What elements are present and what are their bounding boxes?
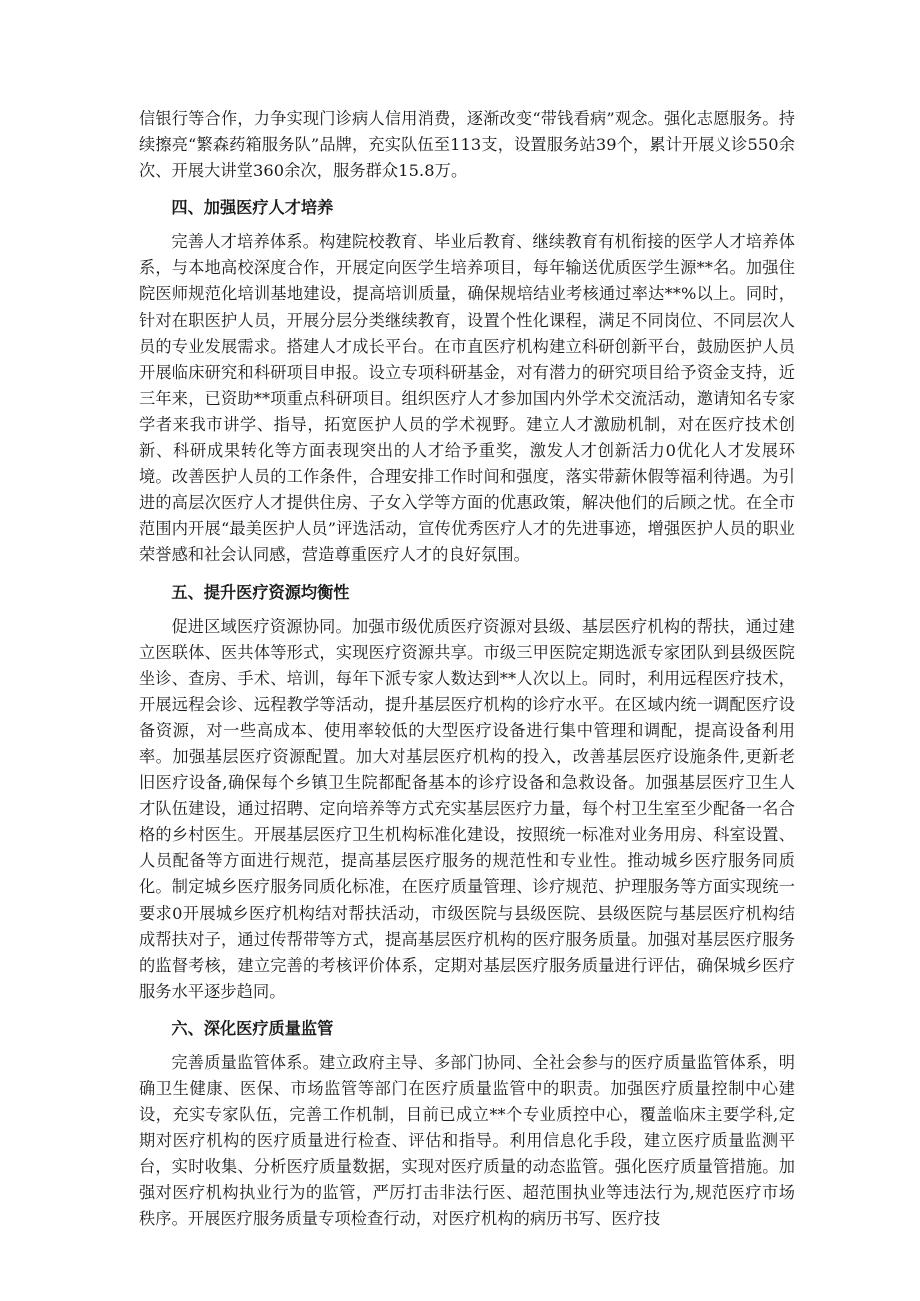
- intro-paragraph: 信银行等合作，力争实现门诊病人信用消费，逐渐改变“带钱看病”观念。强化志愿服务。持续擦亮“繁森药箱服务队”品牌，充实队伍至113支，设置服务站39个，累计开展义诊550余次、开展大讲堂360余次，服务群众15.8万。: [139, 109, 795, 181]
- section-paragraph-quality-supervision: 完善质量监管体系。建立政府主导、多部门协同、全社会参与的医疗质量监管体系，明确卫生健康、医保、市场监管等部门在医疗质量监管中的职责。加强医疗质量控制中心建设，充实专家队伍，完善工作机制，目前已成立**个专业质控中心，覆盖临床主要学科,定期对医疗机构的医疗质量进行检查、评估和指导。利用信息化手段，建立医疗质量监测平台，实时收集、分析医疗质量数据，实现对医疗质量的动态监管。强化医疗质量管措施。加强对医疗机构执业行为的监管，严厉打击非法行医、超范围执业等违法行为,规范医疗市场秩序。开展医疗服务质量专项检查行动，对医疗机构的病历书写、医疗技: [139, 1052, 795, 1229]
- section-paragraph-talent: 完善人才培养体系。构建院校教育、毕业后教育、继续教育有机衔接的医学人才培养体系，与本地高校深度合作，开展定向医学生培养项目，每年输送优质医学生源**名。加强住院医师规范化培训基地建设，提高培训质量，确保规培结业考核通过率达**%以上。同时，针对在职医护人员，开展分层分类继续教育，设置个性化课程，满足不同岗位、不同层次人员的专业发展需求。搭建人才成长平台。在市直医疗机构建立科研创新平台，鼓励医护人员开展临床研究和科研项目申报。设立专项科研基金，对有潜力的研究项目给予资金支持，近三年来，已资助**项重点科研项目。组织医疗人才参加国内外学术交流活动，邀请知名专家学者来我市讲学、指导，拓宽医护人员的学术视野。建立人才激励机制，对在医疗技术创新、科研成果转化等方面表现突出的人才给予重奖，激发人才创新活力0优化人才发展环境。改善医护人员的工作条件，合理安排工作时间和强度，落实带薪休假等福利待遇。为引进的高层次医疗人才提供住房、子女入学等方面的优惠政策，解决他们的后顾之忧。在全市范围内开展“最美医护人员”评选活动，宣传优秀医疗人才的先进事迹，增强医护人员的职业荣誉感和社会认同感，营造尊重医疗人才的良好氛围。: [139, 232, 795, 565]
- section-paragraph-resource-balance: 促进区域医疗资源协同。加强市级优质医疗资源对县级、基层医疗机构的帮扶，通过建立医联体、医共体等形式，实现医疗资源共享。市级三甲医院定期选派专家团队到县级医院坐诊、查房、手术、培训，每年下派专家人数达到**人次以上。同时，利用远程医疗技术，开展远程会诊、远程教学等活动，提升基层医疗机构的诊疗水平。在区域内统一调配医疗设备资源，对一些高成本、使用率较低的大型医疗设备进行集中管理和调配，提高设备利用率。加强基层医疗资源配置。加大对基层医疗机构的投入，改善基层医疗设施条件,更新老旧医疗设备,确保每个乡镇卫生院都配备基本的诊疗设备和急救设备。加强基层医疗卫生人才队伍建设，通过招聘、定向培养等方式充实基层医疗力量，每个村卫生室至少配备一名合格的乡村医生。开展基层医疗卫生机构标准化建设，按照统一标准对业务用房、科室设置、人员配备等方面进行规范，提高基层医疗服务的规范性和专业性。推动城乡医疗服务同质化。制定城乡医疗服务同质化标准，在医疗质量管理、诊疗规范、护理服务等方面实现统一要求0开展城乡医疗机构结对帮扶活动，市级医院与县级医院、县级医院与基层医疗机构结成帮扶对子，通过传帮带等方式，提高基层医疗机构的医疗服务质量。加强对基层医疗服务的监督考核，建立完善的考核评价体系，定期对基层医疗服务质量进行评估，确保城乡医疗服务水平逐步趋同。: [139, 616, 795, 1001]
- section-heading-quality-supervision: 六、深化医疗质量监管: [171, 1018, 334, 1038]
- section-heading-talent: 四、加强医疗人才培养: [171, 198, 334, 218]
- document-body: [139, 106, 795, 1233]
- section-heading-resource-balance: 五、提升医疗资源均衡性: [171, 582, 350, 602]
